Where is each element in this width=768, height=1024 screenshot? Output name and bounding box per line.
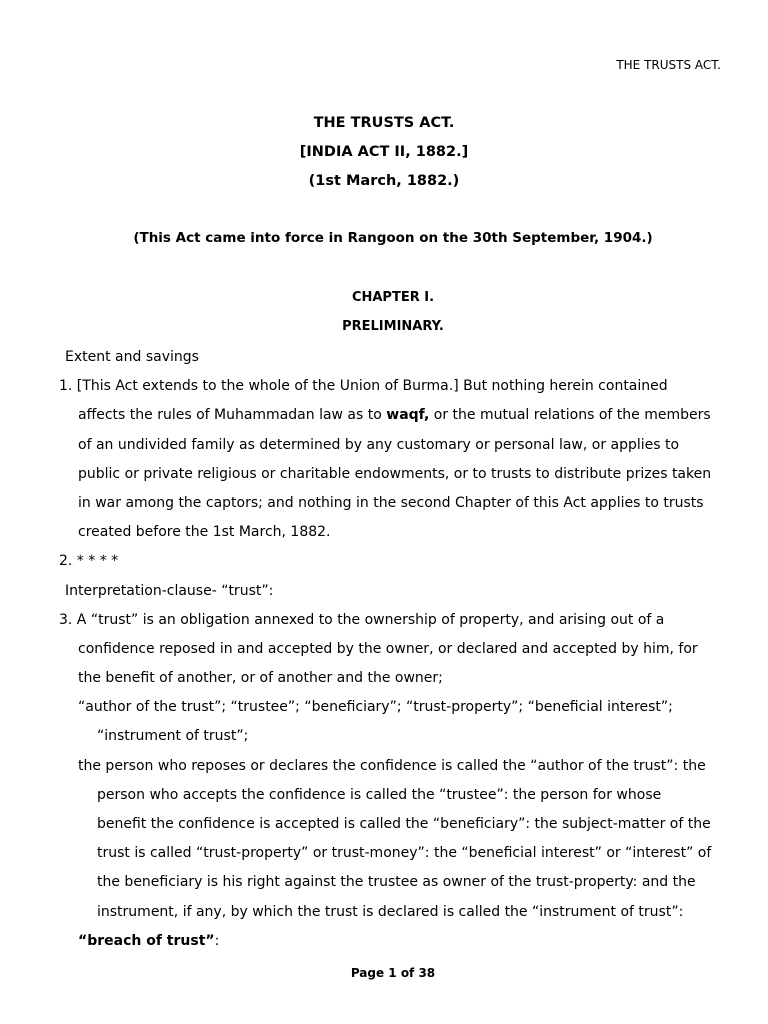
page-number: Page 1 of 38: [350, 966, 436, 980]
section-1-line-1: 1. [This Act extends to the whole of the Union of Burma.] But nothing herein contained: [59, 378, 668, 395]
waqf-term: waqf,: [386, 407, 430, 424]
definition-line-3: benefit the confidence is accepted is called the “beneficiary”: the subject-matter of the: [97, 816, 711, 832]
text-span: :: [214, 932, 220, 949]
text-span: or the mutual relations of the members: [429, 407, 711, 424]
title-block: [0, 113, 768, 200]
defined-terms-line-2: “instrument of trust”;: [97, 728, 249, 745]
act-date: (1st March, 1882.): [308, 173, 460, 189]
definition-line-5: the beneficiary is his right against the trustee as owner of the trust-property: and the: [97, 874, 696, 891]
defined-terms-line-1: “author of the trust”; “trustee”; “beneficiary”; “trust-property”; “beneficial interest”;: [78, 699, 673, 716]
chapter-heading: [0, 289, 768, 347]
act-number: [INDIA ACT II, 1882.]: [299, 144, 469, 160]
text-span: affects the rules of Muhammadan law as to: [78, 407, 387, 424]
definition-line-2: person who accepts the confidence is called the “trustee”: the person for whose: [97, 786, 662, 803]
section-3-line-3: the benefit of another, or of another and the owner;: [78, 670, 443, 687]
definition-line-4: trust is called “trust-property” or trust-money”: the “beneficial interest” or “interest” of: [97, 845, 712, 862]
section-1-line-4: public or private religious or charitable endowments, or to trusts to distribute prizes taken: [78, 465, 712, 482]
marginal-note-s1: Extent and savings: [65, 349, 199, 365]
section-1-line-3: of an undivided family as determined by any customary or personal law, or applies to: [78, 436, 680, 453]
document-body: [0, 347, 768, 960]
chapter-number: CHAPTER I.: [351, 290, 435, 305]
section-2: 2. * * * *: [59, 553, 119, 570]
section-1-line-2: [0, 405, 768, 434]
chapter-name: PRELIMINARY.: [342, 319, 444, 334]
section-3-line-1: 3. A “trust” is an obligation annexed to the ownership of property, and arising out of a: [59, 611, 665, 628]
running-header: THE TRUSTS ACT.: [616, 58, 721, 72]
breach-of-trust-term: “breach of trust”: [78, 932, 215, 949]
commencement-note: (This Act came into force in Rangoon on the 30th September, 1904.): [133, 230, 653, 246]
definition-line-1: the person who reposes or declares the confidence is called the “author of the trust”: the: [78, 757, 706, 774]
breach-of-trust-heading: [0, 931, 768, 960]
definition-line-6: instrument, if any, by which the trust is declared is called the “instrument of trust”:: [97, 903, 684, 920]
section-1-line-6: created before the 1st March, 1882.: [78, 524, 331, 541]
section-1-line-5: in war among the captors; and nothing in the second Chapter of this Act applies to trusts: [78, 494, 704, 511]
section-3-line-2: confidence reposed in and accepted by the owner, or declared and accepted by him, for: [78, 640, 698, 657]
act-title: THE TRUSTS ACT.: [313, 115, 455, 131]
marginal-note-s3: Interpretation-clause- “trust”:: [65, 582, 274, 599]
